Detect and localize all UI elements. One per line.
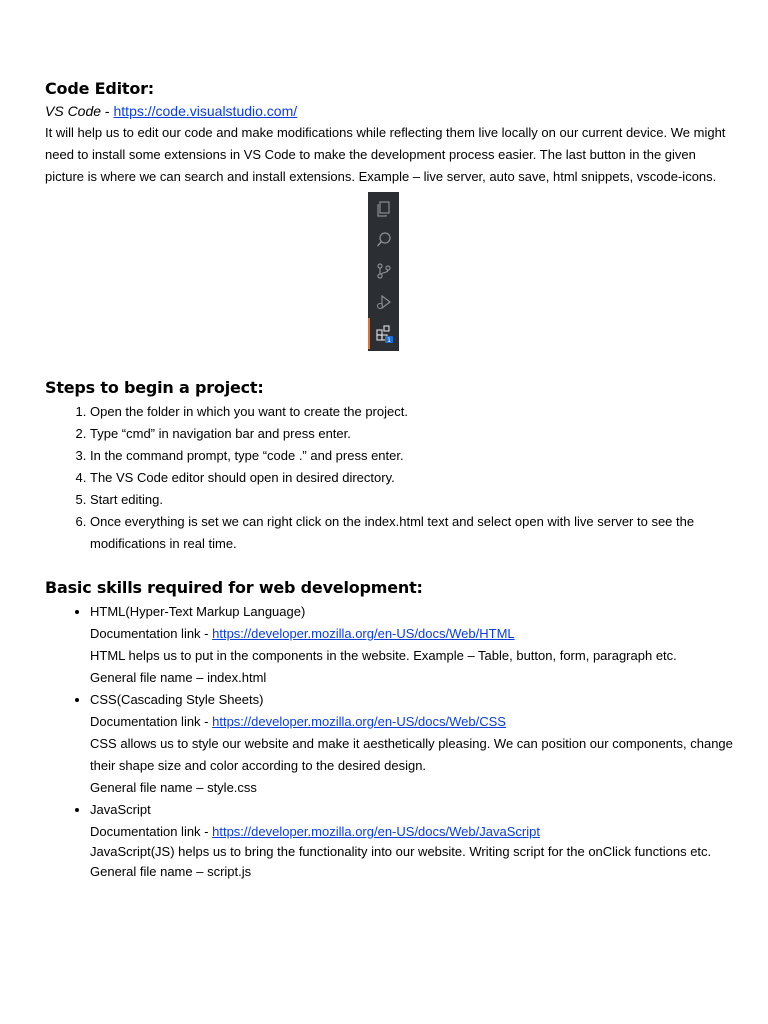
skill-item-html — [90, 601, 735, 689]
skill-filename: General file name – index.html — [90, 670, 267, 685]
documentation-link-html[interactable]: https://developer.mozilla.org/en-US/docs/Web/HTML — [212, 626, 515, 641]
skill-description: CSS allows us to style our website and make it aesthetically pleasing. We can position our components, change their shape size and color according to the desired design. — [90, 736, 733, 773]
skill-title: • HTML(Hyper-Text Markup Language) — [90, 604, 306, 619]
step-item: 5. Start editing. — [90, 489, 735, 511]
documentation-link-javascript[interactable]: https://developer.mozilla.org/en-US/docs/Web/JavaScript — [212, 824, 540, 839]
document-content — [45, 78, 735, 883]
skills-section — [45, 577, 735, 883]
search-icon — [368, 224, 399, 255]
step-item: 2. Type “cmd” in navigation bar and press enter. — [90, 423, 735, 445]
skill-description: JavaScript(JS) helps us to bring the functionality into our website. Writing script for the onClick functions etc. — [90, 844, 712, 859]
skill-title: • JavaScript — [90, 802, 151, 817]
documentation-link-css[interactable]: https://developer.mozilla.org/en-US/docs/Web/CSS — [212, 714, 506, 729]
skills-heading: Basic skills required for web development: — [45, 578, 423, 597]
extensions-badge: 1 — [386, 336, 391, 344]
steps-list — [45, 401, 735, 555]
documentation-prefix: Documentation link - — [90, 824, 213, 839]
documentation-prefix: Documentation link - — [90, 626, 213, 641]
step-item: 6. Once everything is set we can right click on the index.html text and select open with live server to see the modifications in real time. — [90, 511, 735, 555]
skills-list — [45, 601, 735, 883]
documentation-line — [90, 623, 735, 645]
code-editor-description: It will help us to edit our code and make modifications while reflecting them live locally on our current device. We might need to install some extensions in VS Code to make the development process easier. The last button in the given picture is where we can search and install extensions. Example – live server, auto save, html snippets, vscode-icons. — [45, 125, 726, 184]
vs-code-separator: - — [101, 103, 114, 119]
skill-title: • CSS(Cascading Style Sheets) — [90, 692, 264, 707]
vscode-activity-bar-image — [368, 192, 399, 351]
step-item: 3. In the command prompt, type “code .” and press enter. — [90, 445, 735, 467]
extensions-icon — [368, 318, 399, 349]
documentation-prefix: Documentation link - — [90, 714, 213, 729]
source-control-icon — [368, 255, 399, 286]
skill-filename: General file name – style.css — [90, 780, 257, 795]
vs-code-line — [45, 100, 735, 122]
steps-section — [45, 377, 735, 555]
vs-code-label: VS Code — [45, 103, 102, 119]
skill-filename: General file name – script.js — [90, 864, 252, 879]
documentation-line — [90, 821, 735, 843]
skill-item-javascript — [90, 799, 735, 883]
files-icon — [368, 193, 399, 224]
documentation-line — [90, 711, 735, 733]
step-item: 4. The VS Code editor should open in desired directory. — [90, 467, 735, 489]
steps-heading: Steps to begin a project: — [45, 378, 264, 397]
skill-item-css — [90, 689, 735, 799]
step-item: 1. Open the folder in which you want to create the project. — [90, 401, 735, 423]
run-debug-icon — [368, 286, 399, 317]
vs-code-link[interactable]: https://code.visualstudio.com/ — [113, 103, 298, 119]
code-editor-heading: Code Editor: — [45, 79, 155, 98]
skill-description: HTML helps us to put in the components in the website. Example – Table, button, form, paragraph etc. — [90, 648, 677, 663]
